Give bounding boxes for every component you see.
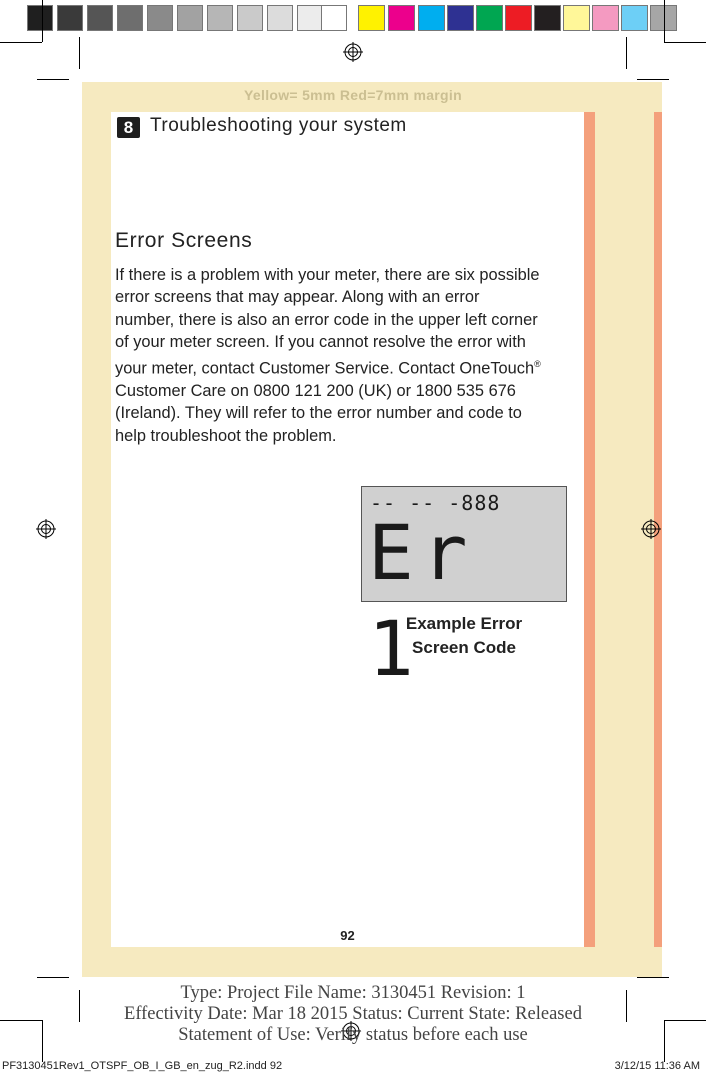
doc-stamp-line: Type: Project File Name: 3130451 Revision: 1	[180, 983, 526, 1003]
body-line: help troubleshoot the problem.	[115, 426, 337, 445]
process-swatch	[534, 5, 561, 31]
gray-swatch	[27, 5, 53, 31]
doc-stamp-line: Effectivity Date: Mar 18 2015 Status: Current State: Released	[124, 1004, 582, 1024]
gray-swatch	[297, 5, 323, 31]
body-line: Customer Care on 0800 121 200 (UK) or 1800 535 676	[115, 381, 516, 400]
crop-mark	[0, 42, 42, 43]
crop-mark	[37, 977, 69, 978]
body-line: If there is a problem with your meter, there are six possible	[115, 266, 540, 284]
crop-mark	[664, 0, 665, 42]
doc-stamp-line: Statement of Use: Verify status before each use	[178, 1025, 528, 1045]
process-swatch	[418, 5, 445, 31]
margin-note: Yellow= 5mm Red=7mm margin	[244, 87, 462, 103]
caption-line: Example Error	[405, 614, 523, 633]
body-line	[115, 353, 577, 380]
body-line-text: your meter, contact Customer Service. Contact OneTouch	[115, 359, 535, 378]
registration-target-icon	[36, 519, 56, 539]
crop-mark	[637, 79, 669, 80]
process-swatch	[563, 5, 590, 31]
process-swatch	[388, 5, 415, 31]
chapter-title: Troubleshooting your system	[150, 115, 407, 136]
gray-swatch	[147, 5, 173, 31]
lcd-top-row: -- -- -888	[370, 491, 501, 515]
footer-filename: PF3130451Rev1_OTSPF_OB_I_GB_en_zug_R2.indd 92	[2, 1060, 283, 1072]
process-swatch	[447, 5, 474, 31]
gray-swatch	[57, 5, 83, 31]
process-swatch	[476, 5, 503, 31]
gray-swatch	[207, 5, 233, 31]
crop-mark	[664, 42, 706, 43]
crop-mark	[79, 37, 80, 69]
process-swatch	[592, 5, 619, 31]
crop-mark	[637, 977, 669, 978]
gray-swatch	[87, 5, 113, 31]
page-number: 92	[340, 928, 355, 943]
gray-swatch	[321, 5, 347, 31]
red-margin-strip	[584, 112, 595, 947]
chapter-number-badge: 8	[117, 117, 140, 138]
body-paragraph	[115, 264, 577, 447]
caption-line: Screen Code	[412, 638, 516, 657]
registration-target-icon	[343, 42, 363, 62]
gray-swatch	[117, 5, 143, 31]
body-line: of your meter screen. If you cannot resolve the error with	[115, 332, 526, 351]
gray-swatch	[267, 5, 293, 31]
gray-swatch	[237, 5, 263, 31]
crop-mark	[42, 0, 43, 42]
body-line: number, there is also an error code in the upper left corner	[115, 310, 538, 329]
footer-date: 3/12/15 11:36 AM	[614, 1060, 700, 1072]
crop-mark	[37, 79, 69, 80]
process-swatch	[621, 5, 648, 31]
lcd-caption	[361, 612, 567, 660]
registered-mark: ®	[534, 359, 541, 370]
gray-swatch	[177, 5, 203, 31]
body-line: error screens that may appear. Along with an error	[115, 288, 480, 307]
section-title: Error Screens	[115, 229, 253, 252]
lcd-error-code: Er 1	[368, 508, 476, 693]
process-swatch	[505, 5, 532, 31]
process-swatch	[358, 5, 385, 31]
body-line: (Ireland). They will refer to the error number and code to	[115, 404, 522, 423]
registration-target-icon	[641, 519, 661, 539]
crop-mark	[626, 37, 627, 69]
